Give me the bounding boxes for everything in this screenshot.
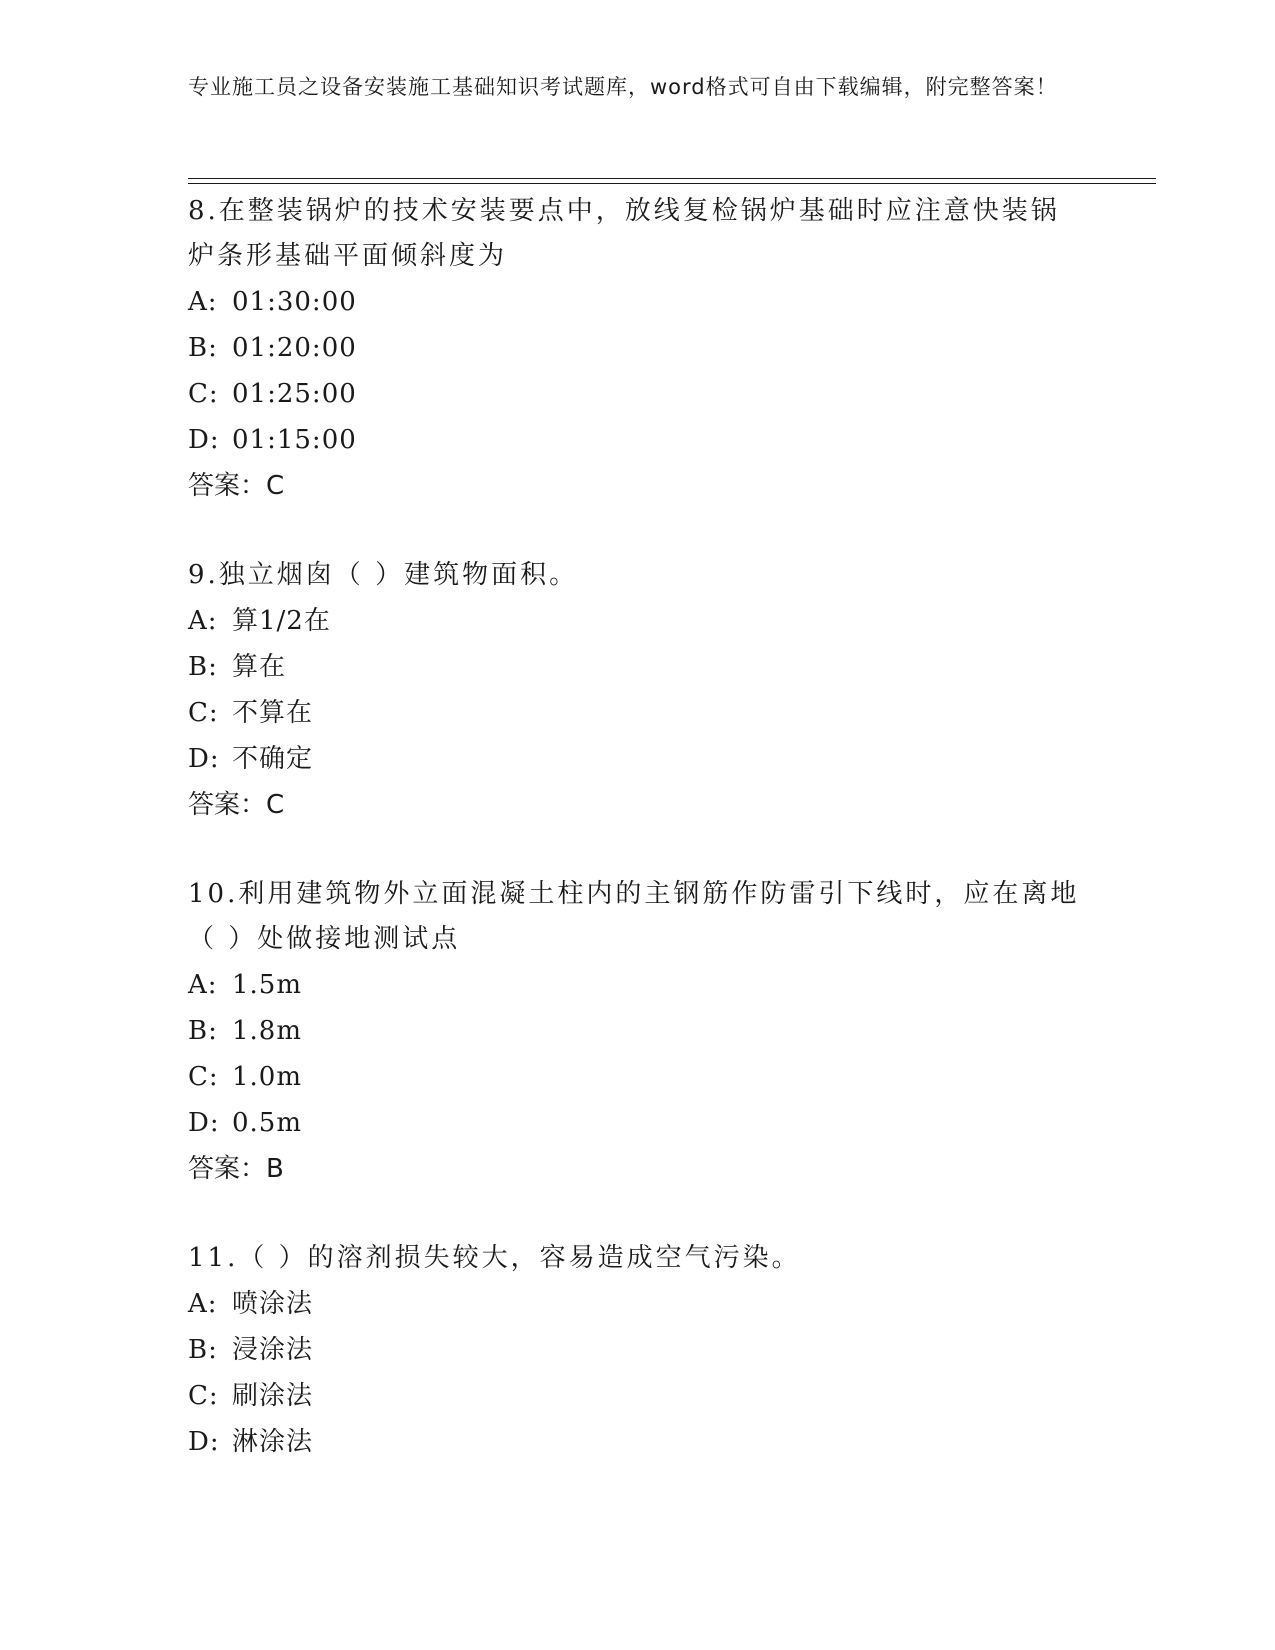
- option-label: C:: [188, 379, 219, 409]
- question-list: [188, 189, 1088, 1509]
- option-label: B:: [188, 652, 218, 682]
- option-label: C:: [188, 698, 219, 728]
- option-d: [188, 736, 1088, 782]
- option-text: 1.0m: [232, 1062, 303, 1092]
- option-label: A:: [188, 970, 218, 1000]
- header-divider-bottom: [188, 183, 1156, 184]
- option-text: 01:20:00: [232, 333, 357, 363]
- option-d: [188, 417, 1088, 463]
- option-text: 1.8m: [232, 1016, 303, 1046]
- option-text: 1.5m: [232, 970, 303, 1000]
- answer-line: 答案：B: [188, 1154, 284, 1184]
- option-a: [188, 1281, 1088, 1327]
- option-b: [188, 644, 1088, 690]
- option-text: 不算在: [232, 698, 314, 728]
- option-text: 01:25:00: [232, 379, 357, 409]
- option-b: [188, 1327, 1088, 1373]
- option-text: 算在: [232, 652, 287, 682]
- option-a: [188, 598, 1088, 644]
- option-b: [188, 325, 1088, 371]
- answer-line: 答案：C: [188, 471, 285, 501]
- question-11: [188, 1236, 1088, 1465]
- question-stem: 9.独立烟囱（ ）建筑物面积。: [188, 560, 579, 590]
- option-d: [188, 1419, 1088, 1465]
- option-label: B:: [188, 1335, 218, 1365]
- option-label: C:: [188, 1062, 219, 1092]
- option-label: A:: [188, 1289, 218, 1319]
- question-stem: 10.利用建筑物外立面混凝土柱内的主钢筋作防雷引下线时，应在离地（ ）处做接地测试点: [188, 879, 1080, 954]
- header-divider-top: [188, 178, 1156, 179]
- option-text: 浸涂法: [232, 1335, 314, 1365]
- question-8: [188, 189, 1088, 509]
- question-stem: 8.在整装锅炉的技术安装要点中，放线复检锅炉基础时应注意快装锅炉条形基础平面倾斜度为: [188, 196, 1060, 271]
- option-label: D:: [188, 1427, 220, 1457]
- option-text: 不确定: [232, 744, 314, 774]
- option-text: 淋涂法: [232, 1427, 314, 1457]
- option-label: A:: [188, 287, 218, 317]
- option-label: D:: [188, 1108, 220, 1138]
- option-label: C:: [188, 1381, 219, 1411]
- option-c: [188, 371, 1088, 417]
- page-header: 专业施工员之设备安装施工基础知识考试题库，word格式可自由下载编辑，附完整答案！: [188, 75, 1058, 99]
- option-label: D:: [188, 744, 220, 774]
- option-text: 01:30:00: [232, 287, 357, 317]
- question-10: [188, 872, 1088, 1192]
- option-text: 0.5m: [232, 1108, 303, 1138]
- option-label: B:: [188, 333, 218, 363]
- question-stem: 11.（ ）的溶剂损失较大，容易造成空气污染。: [188, 1243, 801, 1273]
- option-a: [188, 962, 1088, 1008]
- option-label: A:: [188, 606, 218, 636]
- option-a: [188, 279, 1088, 325]
- option-text: 喷涂法: [232, 1289, 314, 1319]
- option-text: 算1/2在: [232, 606, 331, 636]
- option-text: 01:15:00: [232, 425, 357, 455]
- option-b: [188, 1008, 1088, 1054]
- option-label: D:: [188, 425, 220, 455]
- option-c: [188, 1373, 1088, 1419]
- option-text: 刷涂法: [232, 1381, 314, 1411]
- option-c: [188, 1054, 1088, 1100]
- option-d: [188, 1100, 1088, 1146]
- question-9: [188, 553, 1088, 828]
- option-label: B:: [188, 1016, 218, 1046]
- option-c: [188, 690, 1088, 736]
- answer-line: 答案：C: [188, 790, 285, 820]
